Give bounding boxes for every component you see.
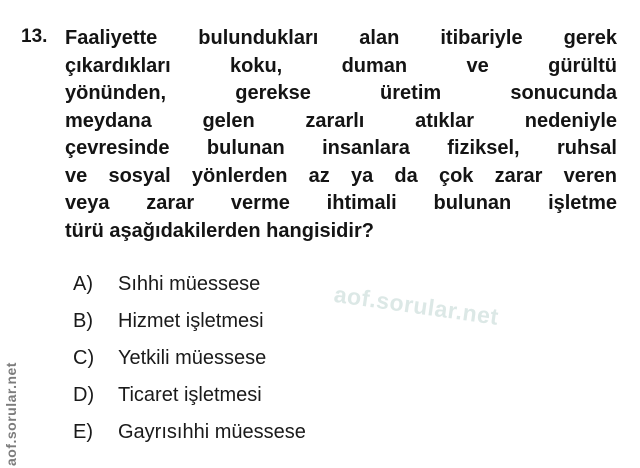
options-list xyxy=(73,273,306,458)
question-line: veya zarar verme ihtimali bulunan işletme xyxy=(65,192,617,214)
option-row-d xyxy=(73,384,306,407)
option-letter: E) xyxy=(73,421,93,443)
option-letter: B) xyxy=(73,310,93,332)
question-line: Faaliyette bulundukları alan itibariyle gerek xyxy=(65,27,617,49)
option-row-a xyxy=(73,273,306,296)
option-row-c xyxy=(73,347,306,370)
watermark-diagonal: aof.sorular.net xyxy=(332,281,501,330)
option-letter: A) xyxy=(73,273,93,295)
option-letter: D) xyxy=(73,384,95,406)
option-text: Yetkili müessese xyxy=(118,347,267,369)
question-line: türü aşağıdakilerden hangisidir? xyxy=(65,219,374,242)
option-row-b xyxy=(73,310,306,333)
question-line: çıkardıkları koku, duman ve gürültü xyxy=(65,54,617,77)
option-letter: C) xyxy=(73,347,95,369)
question-number: 13. xyxy=(21,26,48,47)
question-line: ve sosyal yönlerden az ya da çok zarar veren xyxy=(65,164,617,187)
watermark-side: aof.sorular.net xyxy=(3,362,19,466)
question-line: meydana gelen zararlı atıklar nedeniyle xyxy=(65,109,617,132)
question-line: yönünden, gerekse üretim sonucunda xyxy=(65,82,617,104)
option-text: Hizmet işletmesi xyxy=(118,310,264,332)
option-text: Sıhhi müessese xyxy=(118,273,261,295)
option-row-e xyxy=(73,421,306,444)
question-text xyxy=(65,25,617,245)
question-line: çevresinde bulunan insanlara fiziksel, ruhsal xyxy=(65,137,617,159)
option-text: Ticaret işletmesi xyxy=(118,384,262,406)
option-text: Gayrısıhhi müessese xyxy=(118,421,306,443)
